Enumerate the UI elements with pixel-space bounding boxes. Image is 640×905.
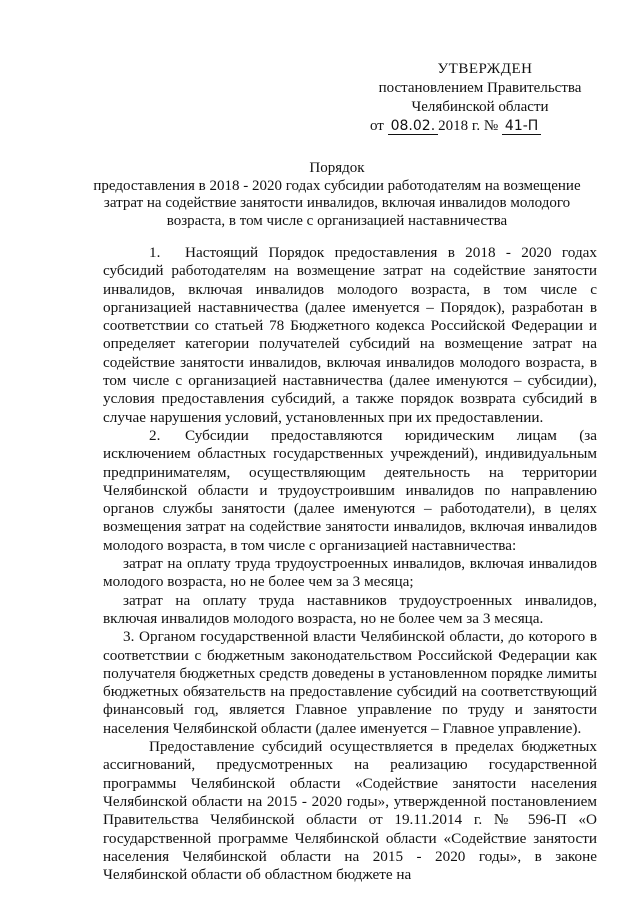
approval-line-2: Челябинской области — [411, 99, 549, 115]
document-heading — [82, 160, 592, 230]
paragraph-2b — [103, 592, 597, 629]
paragraph-3 — [103, 628, 597, 738]
handwritten-date: 08.02. — [388, 119, 439, 135]
date-suffix: 2018 г. № — [438, 118, 499, 134]
approval-line-1: постановлением Правительства — [378, 80, 582, 96]
paragraph-text: затрат на оплату труда трудоустроенных инвалидов, включая инвалидов молодого возраста, но не более чем за 3 месяца; — [103, 555, 597, 591]
approval-date-line — [370, 117, 600, 136]
paragraph-number: 2. — [149, 426, 161, 444]
handwritten-number: 41-П — [502, 119, 541, 135]
paragraph-text: Субсидии предоставляются юридическим лицам (за исключением областных государственных учреждений), индивидуальным предпринимателям, осуществляющим деятельность на территории Челябинской области и трудоустроившим инвалидов по направлению органов службы занятости (далее именуются – работодатели), в целях возмещения затрат на содействие занятости инвалидов, включая инвалидов молодого возраста, в том числе с организацией наставничества: — [103, 426, 597, 554]
paragraph-1 — [103, 244, 597, 427]
document-body — [103, 244, 597, 884]
date-prefix: от — [370, 118, 384, 134]
approval-stamp-block — [360, 60, 600, 136]
heading-title: Порядок — [309, 160, 365, 176]
paragraph-number: 1. — [149, 244, 161, 261]
approval-title: УТВЕРЖДЕН — [437, 61, 533, 77]
paragraph-text: затрат на оплату труда наставников трудоустроенных инвалидов, включая инвалидов молодого возраста, но не более чем за 3 месяца. — [103, 591, 597, 627]
paragraph-2 — [103, 427, 597, 555]
paragraph-text: Настоящий Порядок предоставления в 2018 - 2020 годах субсидий работодателям на возмещение затрат на содействие занятости инвалидов, включая инвалидов молодого возраста, в том числе с организацией наставничества (далее именуется – Порядок), разработан в соответствии со статьей 78 Бюджетного кодекса Российской Федерации и определяет категории получателей субсидий на возмещение затрат на содействие занятости инвалидов, включая инвалидов молодого возраста, в том числе с организацией наставничества (далее именуются – субсидии), условия предоставления субсидий, а также порядок возврата субсидий в случае нарушения условий, установленных при их предоставлении. — [103, 244, 597, 426]
paragraph-text: Предоставление субсидий осуществляется в пределах бюджетных ассигнований, предусмотренных на реализацию государственной программы Челябинской области «Содействие занятости населения Челябинской области на 2015 - 2020 годы», утвержденной постановлением Правительства Челябинской области от 19.11.2014 г. № 596-П «О государственной программе Челябинской области «Содействие занятости населения Челябинской области на 2015 - 2020 годы», в законе Челябинской области об областном бюджете на — [103, 738, 597, 884]
paragraph-2a — [103, 555, 597, 592]
heading-subtitle: предоставления в 2018 - 2020 годах субсидии работодателям на возмещение затрат на содействие занятости инвалидов, включая инвалидов молодого возраста, в том числе с организацией наставничества — [93, 177, 581, 229]
paragraph-3a — [103, 738, 597, 884]
paragraph-text: 3. Органом государственной власти Челябинской области, до которого в соответствии с бюджетным законодательством Российской Федерации как получателя бюджетных средств доведены в установленном порядке лимиты бюджетных обязательств на предоставление субсидий на соответствующий финансовый год, является Главное управление по труду и занятости населения Челябинской области (далее именуется – Главное управление). — [103, 628, 597, 737]
